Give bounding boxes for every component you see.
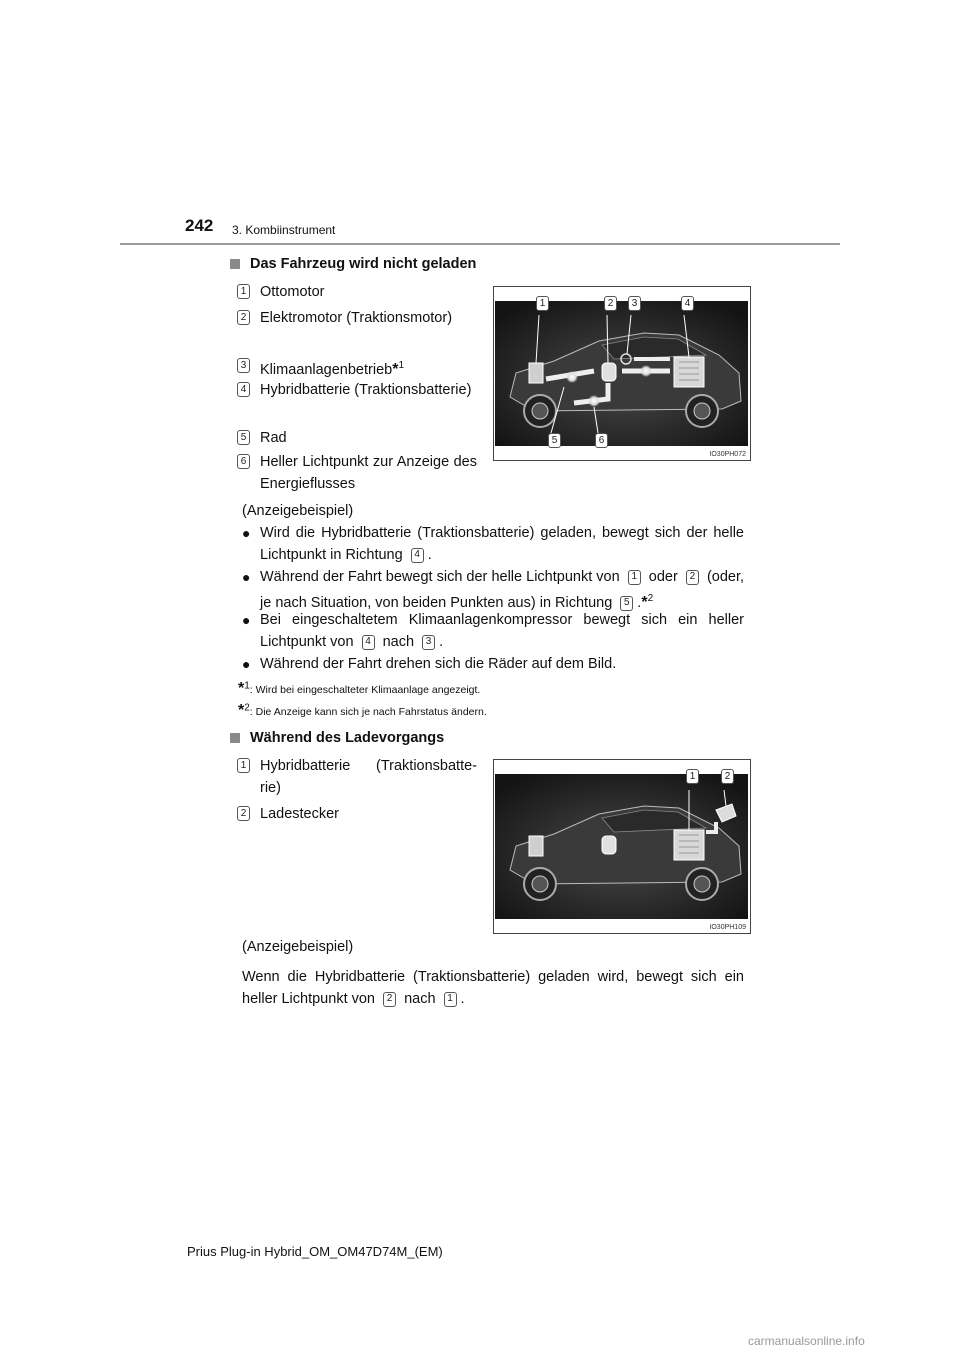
callout-ref: 2	[383, 992, 396, 1007]
callout-number: 6	[237, 454, 250, 469]
callout-marker: 1	[686, 769, 699, 784]
chapter-title: 3. Kombiinstrument	[232, 223, 336, 237]
bullet-dot-icon: ●	[242, 569, 251, 585]
square-bullet-icon	[230, 259, 240, 269]
legend-text: Ladestecker	[260, 806, 339, 822]
legend-item	[237, 755, 477, 799]
callout-number: 3	[237, 358, 250, 373]
callout-marker: 3	[628, 296, 641, 311]
callout-number: 5	[237, 430, 250, 445]
legend-item	[237, 427, 477, 449]
callout-ref: 4	[411, 548, 424, 563]
callout-ref: 1	[444, 992, 457, 1007]
legend-item	[237, 281, 477, 303]
legend-item	[237, 307, 477, 329]
bullet-item: ● Wird die Hybridbatterie (Traktionsbatterie) geladen, bewegt sich der helle Lichtpunkt in Richtung 4 .	[242, 522, 744, 566]
legend-text: Ottomotor	[260, 284, 325, 300]
legend-text: Hybridbatterie (Traktionsbatterie)	[260, 382, 472, 398]
callout-ref: 5	[620, 596, 633, 611]
section-heading-charging	[230, 730, 444, 746]
bullet-dot-icon: ●	[242, 612, 251, 628]
legend-text: Rad	[260, 430, 287, 446]
callout-ref: 3	[422, 635, 435, 650]
legend-text: Elektromotor (Traktionsmotor)	[260, 310, 453, 326]
callout-marker: 5	[548, 433, 561, 448]
legend-text: Heller Lichtpunkt zur Anzeige des Energieflusses	[260, 454, 477, 492]
charging-illustration	[494, 760, 750, 933]
example-label: (Anzeigebeispiel)	[242, 503, 354, 519]
callout-marker: 2	[721, 769, 734, 784]
callout-marker: 2	[604, 296, 617, 311]
page-number: 242	[185, 216, 214, 235]
example-label: (Anzeigebeispiel)	[242, 939, 354, 955]
callout-ref: 1	[628, 570, 641, 585]
callout-number: 1	[237, 284, 250, 299]
legend-text: Hybridbatterie (Traktionsbatte- rie)	[260, 758, 477, 796]
section-heading-not-charging	[230, 256, 476, 272]
document-footer: Prius Plug-in Hybrid_OM_OM47D74M_(EM)	[187, 1244, 443, 1259]
callout-number: 2	[237, 806, 250, 821]
callout-marker: 1	[536, 296, 549, 311]
legend-item	[237, 355, 477, 381]
callout-ref: 2	[686, 570, 699, 585]
square-bullet-icon	[230, 733, 240, 743]
bullet-item: ● Bei eingeschaltetem Klimaanlagenkompressor bewegt sich ein heller Lichtpunkt von 4 nach 3 .	[242, 609, 744, 653]
bullet-item: ● Während der Fahrt drehen sich die Räder auf dem Bild.	[242, 653, 744, 675]
section-heading-text: Während des Ladevorgangs	[250, 730, 445, 746]
bullet-dot-icon: ●	[242, 525, 251, 541]
section-heading-text: Das Fahrzeug wird nicht geladen	[250, 256, 477, 272]
energy-flow-figure	[493, 286, 751, 461]
charging-figure	[493, 759, 751, 934]
legend-item	[237, 379, 477, 401]
legend-item	[237, 803, 477, 825]
bullet-dot-icon: ●	[242, 656, 251, 672]
charging-description: Wenn die Hybridbatterie (Traktionsbatterie) geladen wird, bewegt sich ein heller Lichtpunkt von 2 nach 1 .	[242, 969, 744, 1007]
callout-number: 1	[237, 758, 250, 773]
callout-marker: 6	[595, 433, 608, 448]
watermark: carmanualsonline.info	[748, 1334, 865, 1348]
callout-number: 2	[237, 310, 250, 325]
callout-number: 4	[237, 382, 250, 397]
footnote-1: *$^1$: Wird bei eingeschalteter Klimaanlage angezeigt.	[238, 680, 481, 697]
callout-ref: 4	[362, 635, 375, 650]
legend-item	[237, 451, 477, 495]
callout-marker: 4	[681, 296, 694, 311]
bullet-item: ● Während der Fahrt bewegt sich der helle Lichtpunkt von 1 oder 2 (oder, je nach Situation, von beiden Punkten aus) in Richtung 5 .*$^2$	[242, 566, 744, 614]
legend-text: Klimaanlagenbetrieb*$^1$	[260, 360, 404, 378]
header-divider	[120, 243, 840, 245]
figure-code: IO30PH109	[709, 924, 746, 931]
footnote-2: *$^2$: Die Anzeige kann sich je nach Fahrstatus ändern.	[238, 702, 487, 719]
figure-code: IO30PH072	[709, 451, 746, 458]
